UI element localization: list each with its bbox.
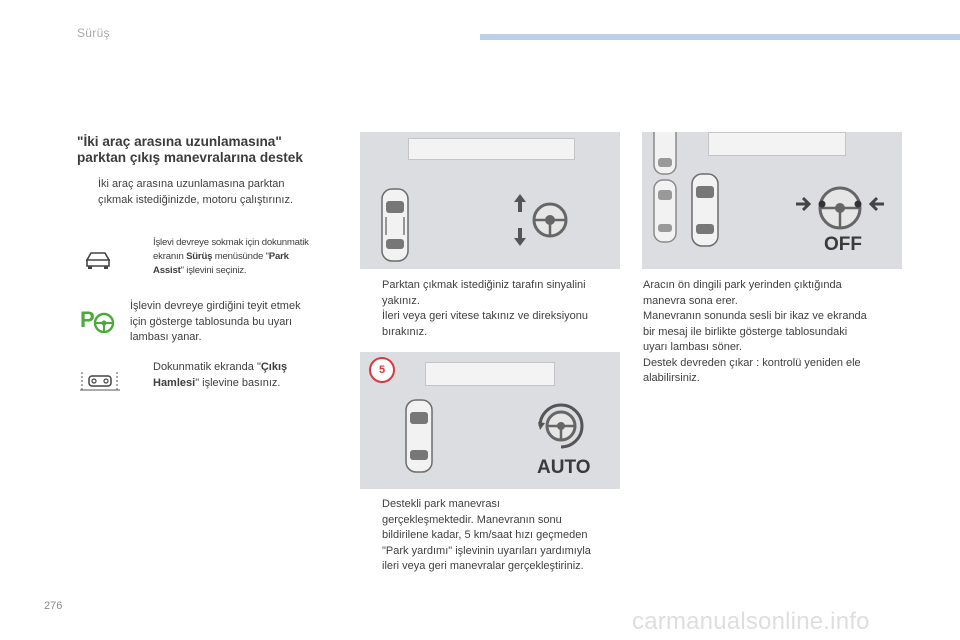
- right-line-1: Aracın ön dingili park yerinden çıktığında: [643, 279, 842, 291]
- step-signal-line-1: Parktan çıkmak istediğiniz tarafın sinyalini: [382, 279, 586, 291]
- heading-line-2: parktan çıkış manevralarına destek: [77, 150, 303, 165]
- off-label: OFF: [824, 234, 862, 255]
- step-press-exit-line-1: [141, 360, 351, 376]
- step-signal: [364, 278, 624, 309]
- parking-spot: [425, 362, 555, 386]
- assist-line-2: gerçekleşmektedir. Manevranın sonu: [382, 513, 562, 526]
- function-manoeuvre: Hamlesi: [153, 376, 196, 389]
- park-exit-icon: [80, 370, 120, 392]
- step-text: " işlevine basınız.: [195, 376, 281, 389]
- note-text: " işlevini seçiniz.: [180, 265, 247, 276]
- car-top-icon: [404, 398, 434, 474]
- menu-driving: Sürüş: [186, 251, 213, 262]
- function-park: Park: [268, 251, 289, 262]
- note-line-2: [141, 250, 351, 264]
- auto-label: AUTO: [537, 457, 591, 478]
- step-text: Dokunmatik ekranda ": [153, 361, 261, 373]
- right-line-3: Manevranın sonunda sesli bir ikaz ve ekranda: [643, 310, 867, 322]
- heading-line-1: "İki araç arasına uzunlamasına": [77, 134, 282, 149]
- parking-spot: [408, 138, 575, 160]
- auto-steering-icon: [532, 398, 590, 454]
- right-line-7: alabilirsiniz.: [643, 372, 700, 384]
- confirm-text: [130, 299, 350, 346]
- step-start-engine-line-2: çıkmak istediğinizde, motoru çalıştırınız.: [98, 193, 294, 206]
- page-number: 276: [44, 600, 63, 612]
- assist-line-5: ileri veya geri manevralar gerçekleştiriniz.: [382, 560, 584, 572]
- note-line-1: İşlevi devreye sokmak için dokunmatik: [153, 237, 309, 248]
- illustration-auto-steering: [360, 352, 620, 489]
- note-text: ekranın: [153, 251, 187, 262]
- step-gear-line-1: İleri veya geri vitese takınız ve direksiyonu: [382, 310, 589, 322]
- parked-car-icon: [652, 178, 678, 244]
- step-badge: 5: [369, 357, 395, 383]
- page-heading: [77, 134, 347, 166]
- confirm-line-3: lambası yanar.: [130, 331, 202, 343]
- right-line-5: uyarı lambası söner.: [643, 341, 743, 353]
- header-bar: [480, 34, 960, 40]
- illustration-exit-complete: [642, 132, 902, 269]
- assist-line-3: bildirilene kadar, 5 km/saat hızı geçmeden: [382, 529, 588, 541]
- car-top-icon: [380, 187, 410, 263]
- function-assist: Assist: [153, 265, 181, 276]
- step-start-engine-line-1: İki araç arasına uzunlamasına parktan: [98, 178, 285, 190]
- note-text: menüsünde ": [212, 251, 269, 262]
- illustration-signal-gear: [360, 132, 620, 269]
- exit-complete-text: [643, 278, 905, 387]
- step-start-engine: [84, 177, 354, 208]
- warning-letter: P: [80, 307, 95, 332]
- car-top-icon: [690, 172, 720, 248]
- park-assist-warning-icon: [80, 306, 116, 334]
- step-gear: [364, 309, 624, 340]
- step-press-exit: [141, 360, 351, 391]
- step-press-exit-line-2: [141, 376, 351, 392]
- assist-line-1: Destekli park manevrası: [382, 498, 500, 510]
- assist-line-4: "Park yardımı" işlevinin uyarıları yardımıyla: [382, 544, 591, 557]
- gear-steering-icon: [510, 190, 570, 250]
- right-line-6: Destek devreden çıkar : kontrolü yeniden ele: [643, 356, 861, 369]
- step-assisted-manoeuvre: [364, 497, 626, 575]
- parked-car-icon: [652, 132, 678, 178]
- step-gear-line-2: bırakınız.: [382, 325, 428, 338]
- right-line-2: manevra sona erer.: [643, 294, 738, 307]
- parking-spot: [708, 132, 846, 156]
- car-icon: [83, 249, 113, 271]
- confirm-line-1: İşlevin devreye girdiğini teyit etmek: [130, 300, 301, 312]
- note-park-assist: [141, 236, 351, 278]
- steering-release-icon: [794, 184, 886, 232]
- watermark: carmanualsonline.info: [632, 608, 870, 635]
- right-line-4: bir mesaj ile birlikte gösterge tablosundaki: [643, 325, 848, 338]
- function-exit: Çıkış: [260, 361, 288, 373]
- step-signal-line-2: yakınız.: [382, 294, 420, 307]
- note-line-3: [141, 264, 351, 278]
- section-title: Sürüş: [77, 26, 110, 40]
- confirm-line-2: için gösterge tablosunda bu uyarı: [130, 315, 293, 328]
